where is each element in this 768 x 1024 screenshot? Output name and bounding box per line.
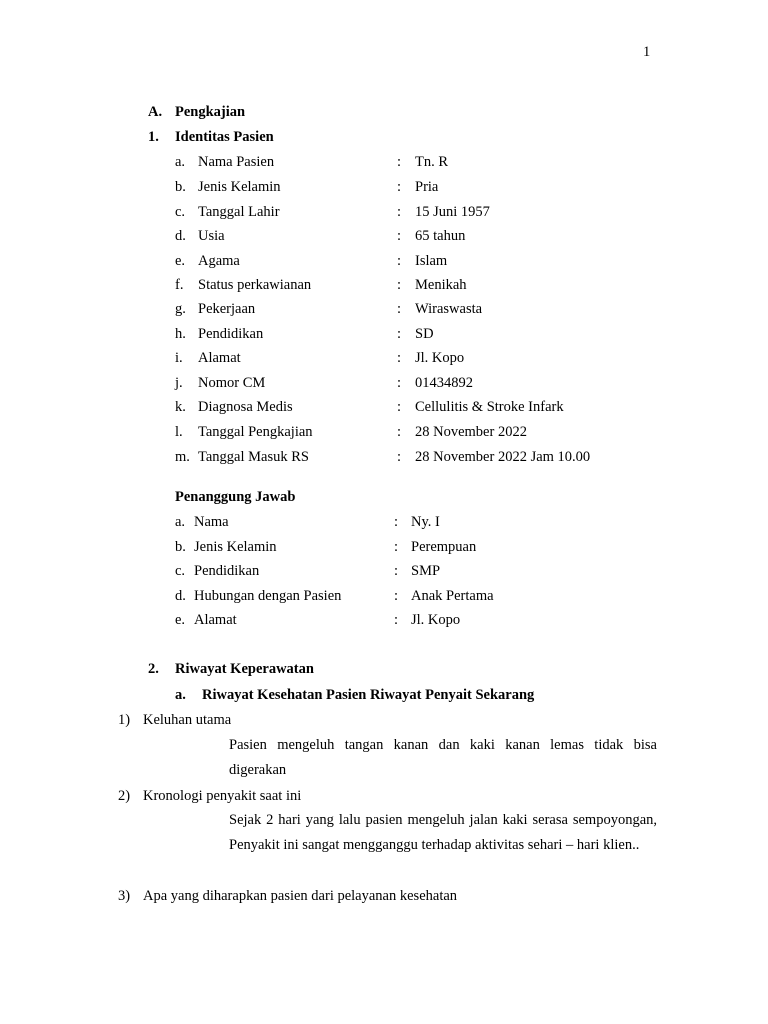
riwayat-heading: Riwayat Keperawatan xyxy=(175,661,314,677)
item-title: Kronologi penyakit saat ini xyxy=(143,788,302,804)
item-title: Keluhan utama xyxy=(143,712,232,728)
row-label: Nama Pasien xyxy=(198,154,275,170)
row-value: 01434892 xyxy=(415,375,473,391)
row-colon: : xyxy=(397,375,402,391)
row-label: Tanggal Lahir xyxy=(198,204,280,220)
identitas-number: 1. xyxy=(148,129,159,145)
row-label: Agama xyxy=(198,253,240,269)
row-label: Alamat xyxy=(194,612,237,628)
row-value: Jl. Kopo xyxy=(415,350,465,366)
row-letter: i. xyxy=(175,350,183,366)
row-label: Tanggal Pengkajian xyxy=(198,424,313,440)
row-value: SD xyxy=(415,326,434,342)
row-value: Cellulitis & Stroke Infark xyxy=(415,399,564,415)
section-title: Pengkajian xyxy=(175,104,246,120)
row-value: 65 tahun xyxy=(415,228,466,244)
row-value: Menikah xyxy=(415,277,467,293)
row-letter: m. xyxy=(175,449,190,465)
row-letter: b. xyxy=(175,179,186,195)
row-letter: d. xyxy=(175,588,186,604)
row-label: Usia xyxy=(198,228,225,244)
row-label: Tanggal Masuk RS xyxy=(198,449,309,465)
row-label: Diagnosa Medis xyxy=(198,399,293,415)
row-colon: : xyxy=(397,424,402,440)
row-value: Wiraswasta xyxy=(415,301,483,317)
row-letter: k. xyxy=(175,399,186,415)
row-colon: : xyxy=(397,253,402,269)
row-value: Islam xyxy=(415,253,448,269)
row-colon: : xyxy=(397,179,402,195)
row-colon: : xyxy=(397,204,402,220)
row-label: Status perkawianan xyxy=(198,277,312,293)
riwayat-sub-letter: a. xyxy=(175,687,186,703)
row-colon: : xyxy=(397,301,402,317)
row-label: Pendidikan xyxy=(194,563,260,579)
row-letter: a. xyxy=(175,514,186,530)
row-value: Anak Pertama xyxy=(411,588,494,604)
riwayat-sub-heading: Riwayat Kesehatan Pasien Riwayat Penyait Sekarang xyxy=(202,687,535,703)
row-colon: : xyxy=(397,350,402,366)
row-value: Pria xyxy=(415,179,439,195)
row-label: Nama xyxy=(194,514,229,530)
row-colon: : xyxy=(394,539,399,555)
item-paragraph: Sejak 2 hari yang lalu pasien mengeluh jalan kaki serasa sempoyongan, Penyakit ini sangat mengganggu terhadap aktivitas sehari – hari klien.. xyxy=(229,812,657,853)
row-colon: : xyxy=(397,228,402,244)
row-letter: e. xyxy=(175,612,186,628)
section-letter: A. xyxy=(148,104,163,120)
penanggung-heading: Penanggung Jawab xyxy=(175,489,296,505)
row-colon: : xyxy=(397,449,402,465)
row-value: Jl. Kopo xyxy=(411,612,461,628)
row-colon: : xyxy=(394,588,399,604)
row-letter: b. xyxy=(175,539,186,555)
row-label: Jenis Kelamin xyxy=(194,539,277,555)
row-colon: : xyxy=(394,612,399,628)
row-value: 15 Juni 1957 xyxy=(415,204,490,220)
row-label: Pekerjaan xyxy=(198,301,256,317)
row-letter: g. xyxy=(175,301,186,317)
row-letter: j. xyxy=(175,375,183,391)
riwayat-number: 2. xyxy=(148,661,159,677)
row-value: 28 November 2022 xyxy=(415,424,527,440)
item-number: 2) xyxy=(118,788,131,804)
row-letter: c. xyxy=(175,204,186,220)
row-label: Alamat xyxy=(198,350,241,366)
item-title: Apa yang diharapkan pasien dari pelayanan kesehatan xyxy=(143,888,458,904)
row-letter: c. xyxy=(175,563,186,579)
row-value: Perempuan xyxy=(411,539,477,555)
item-paragraph: Pasien mengeluh tangan kanan dan kaki kanan lemas tidak bisa digerakan xyxy=(229,737,657,778)
row-colon: : xyxy=(394,563,399,579)
row-colon: : xyxy=(397,326,402,342)
row-letter: d. xyxy=(175,228,186,244)
row-colon: : xyxy=(397,154,402,170)
row-value: SMP xyxy=(411,563,441,579)
page-number: 1 xyxy=(643,44,651,60)
row-letter: h. xyxy=(175,326,186,342)
row-letter: a. xyxy=(175,154,186,170)
row-colon: : xyxy=(397,277,402,293)
row-colon: : xyxy=(394,514,399,530)
item-number: 3) xyxy=(118,888,131,904)
row-letter: e. xyxy=(175,253,186,269)
row-letter: f. xyxy=(175,277,184,293)
item-number: 1) xyxy=(118,712,131,728)
row-value: Ny. I xyxy=(411,514,440,530)
row-label: Hubungan dengan Pasien xyxy=(194,588,342,604)
row-label: Nomor CM xyxy=(198,375,266,391)
row-label: Pendidikan xyxy=(198,326,264,342)
row-value: 28 November 2022 Jam 10.00 xyxy=(415,449,591,465)
row-value: Tn. R xyxy=(415,154,449,170)
identitas-heading: Identitas Pasien xyxy=(175,129,274,145)
row-label: Jenis Kelamin xyxy=(198,179,281,195)
row-colon: : xyxy=(397,399,402,415)
row-letter: l. xyxy=(175,424,183,440)
